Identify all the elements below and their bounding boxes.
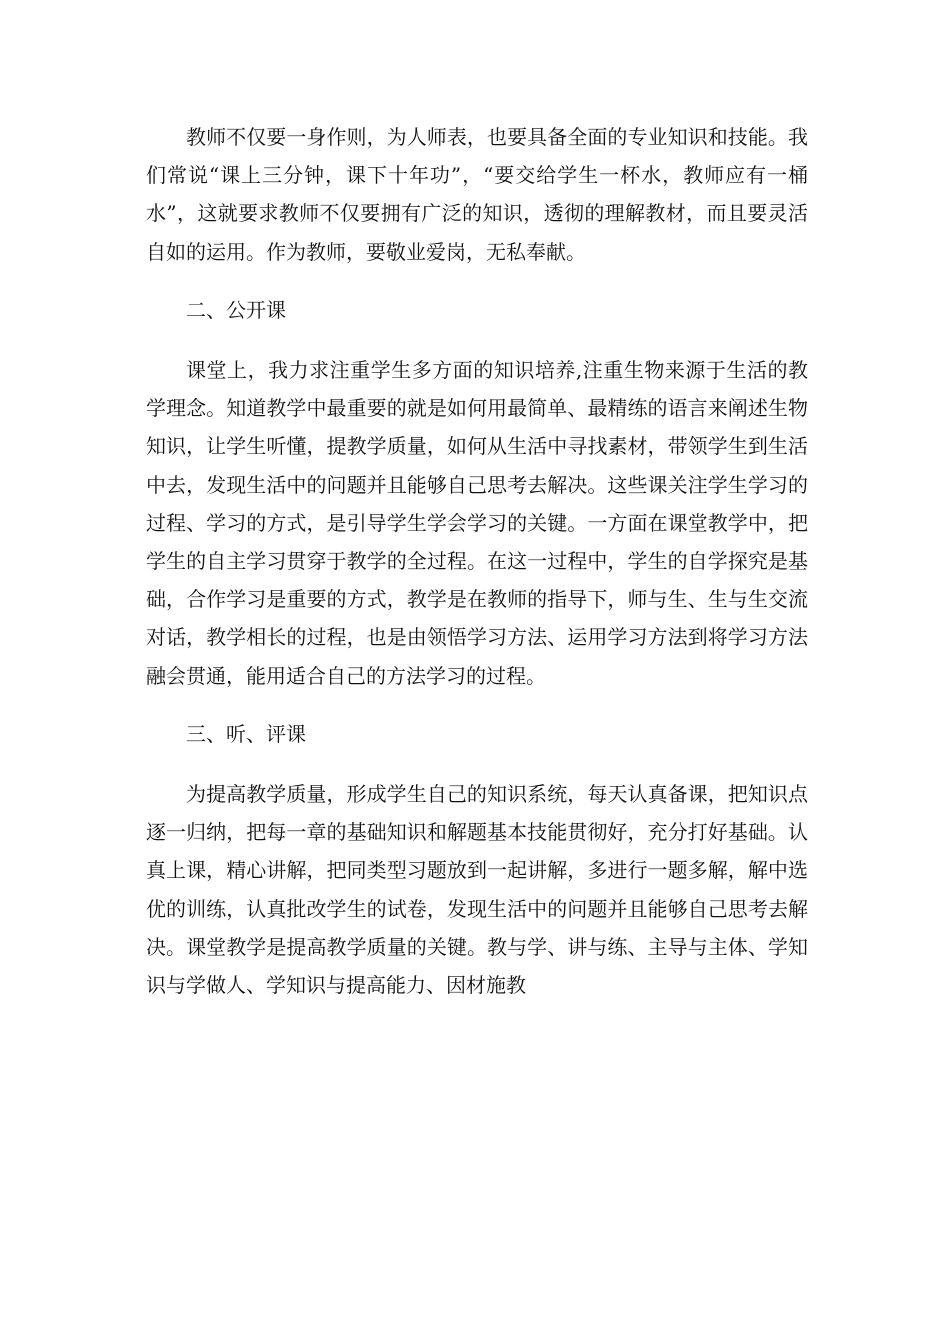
paragraph-lesson-review: 为提高教学质量，形成学生自己的知识系统，每天认真备课，把知识点逐一归纳，把每一章的基础知识和解题基本技能贯彻好，充分打好基础。认真上课，精心讲解，把同类型习题放到一起讲解，多进行一题多解，解中选优的训练，认真批改学生的试卷，发现生活中的问题并且能够自己思考去解决。课堂教学是提高教学质量的关键。教与学、讲与练、主导与主体、学知识与学做人、学知识与提高能力、因材施教	[146, 782, 808, 998]
document-page	[146, 118, 808, 1004]
section-heading-open-class: 二、公开课	[186, 297, 286, 322]
paragraph-teacher-qualities: 教师不仅要一身作则，为人师表，也要具备全面的专业知识和技能。我们常说“课上三分钟，课下十年功”，“要交给学生一杯水，教师应有一桶水”，这就要求教师不仅要拥有广泛的知识，透彻的理解教材，而且要灵活自如的运用。作为教师，要敬业爱岗，无私奉献。	[146, 125, 808, 264]
paragraph-open-class: 课堂上，我力求注重学生多方面的知识培养,注重生物来源于生活的教学理念。知道教学中最重要的就是如何用最简单、最精练的语言来阐述生物知识，让学生听懂，提教学质量，如何从生活中寻找素材，带领学生到生活中去，发现生活中的问题并且能够自己思考去解决。这些课关注学生学习的过程、学习的方式，是引导学生学会学习的关键。一方面在课堂教学中，把学生的自主学习贯穿于教学的全过程。在这一过程中，学生的自学探究是基础，合作学习是重要的方式，教学是在教师的指导下，师与生、生与生交流对话，教学相长的过程，也是由领悟学习方法、运用学习方法到将学习方法融会贯通，能用适合自己的方法学习的过程。	[146, 358, 808, 688]
section-heading-lesson-review: 三、听、评课	[186, 721, 306, 746]
